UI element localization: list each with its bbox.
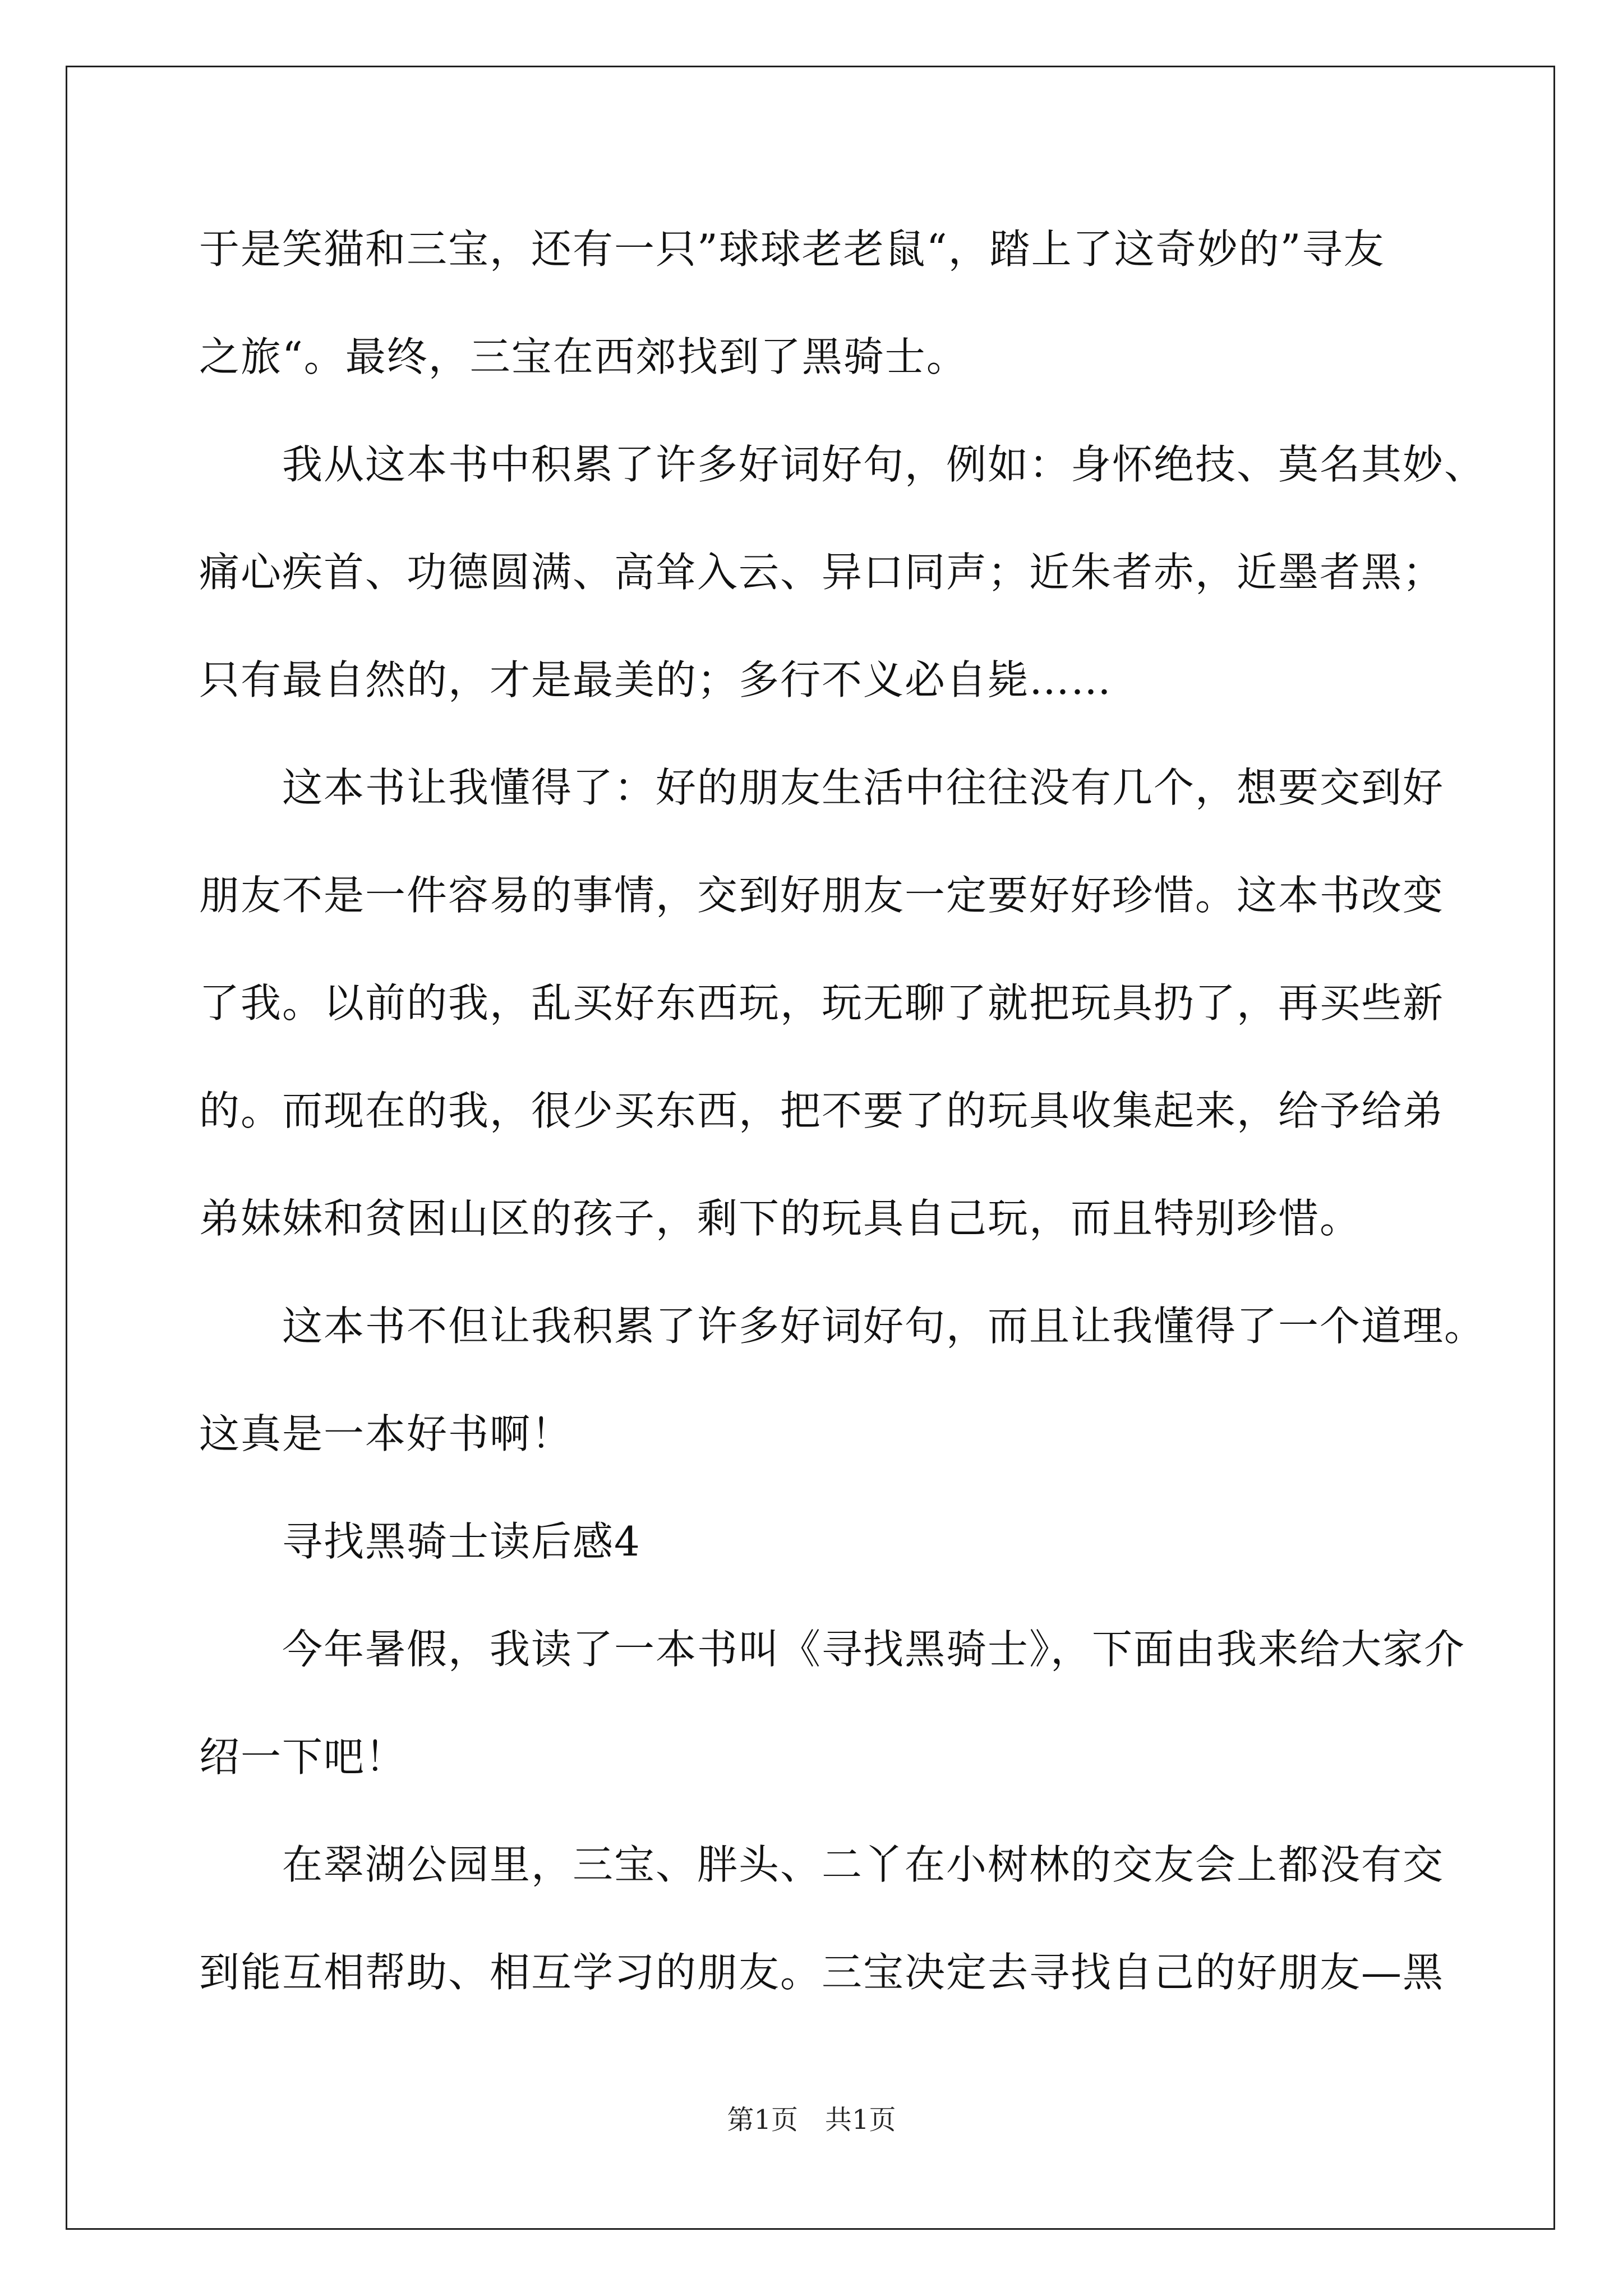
text-line: 我从这本书中积累了许多好词好句，例如：身怀绝技、莫名其妙、 xyxy=(282,441,1486,488)
text-line: 这本书不但让我积累了许多好词好句，而且让我懂得了一个道理。 xyxy=(282,1303,1486,1350)
paragraph-3 xyxy=(199,734,1445,1272)
text-line: 于是笑猫和三宝，还有一只”球球老老鼠“，踏上了这奇妙的”寻友 xyxy=(199,226,1385,273)
text-line: 痛心疾首、功德圆满、高耸入云、异口同声；近朱者赤，近墨者黑； xyxy=(199,549,1445,596)
paragraph-4 xyxy=(199,1272,1486,1488)
text-line: 的。而现在的我，很少买东西，把不要了的玩具收集起来，给予给弟 xyxy=(199,1087,1445,1134)
text-line: 今年暑假，我读了一本书叫《寻找黑骑士》，下面由我来给大家介 xyxy=(282,1626,1466,1673)
paragraph-6 xyxy=(199,1811,1445,2026)
text-line: 朋友不是一件容易的事情，交到好朋友一定要好好珍惜。这本书改变 xyxy=(199,872,1445,919)
page-footer: 第1页 共1页 xyxy=(727,2104,896,2136)
paragraph-2 xyxy=(199,411,1486,734)
text-line: 绍一下吧！ xyxy=(199,1733,407,1780)
document-body xyxy=(199,195,1486,2026)
text-line: 在翠湖公园里，三宝、胖头、二丫在小树林的交友会上都没有交 xyxy=(282,1841,1445,1888)
text-line: 这本书让我懂得了：好的朋友生活中往往没有几个，想要交到好 xyxy=(282,764,1445,811)
text-line: 这真是一本好书啊！ xyxy=(199,1410,573,1457)
text-line: 只有最自然的，才是最美的；多行不义必自毙…… xyxy=(199,656,1113,703)
text-line: 到能互相帮助、相互学习的朋友。三宝决定去寻找自己的好朋友—黑 xyxy=(199,1949,1445,1996)
heading-text: 寻找黑骑士读后感4 xyxy=(282,1518,641,1565)
text-line: 之旅“。最终，三宝在西郊找到了黑骑士。 xyxy=(199,333,968,380)
section-heading xyxy=(199,1488,1433,1595)
paragraph-5 xyxy=(199,1595,1466,1811)
paragraph-1 xyxy=(199,195,1433,411)
text-line: 了我。以前的我，乱买好东西玩，玩无聊了就把玩具扔了，再买些新 xyxy=(199,979,1445,1027)
text-line: 弟妹妹和贫困山区的孩子，剩下的玩具自己玩，而且特别珍惜。 xyxy=(199,1195,1362,1242)
